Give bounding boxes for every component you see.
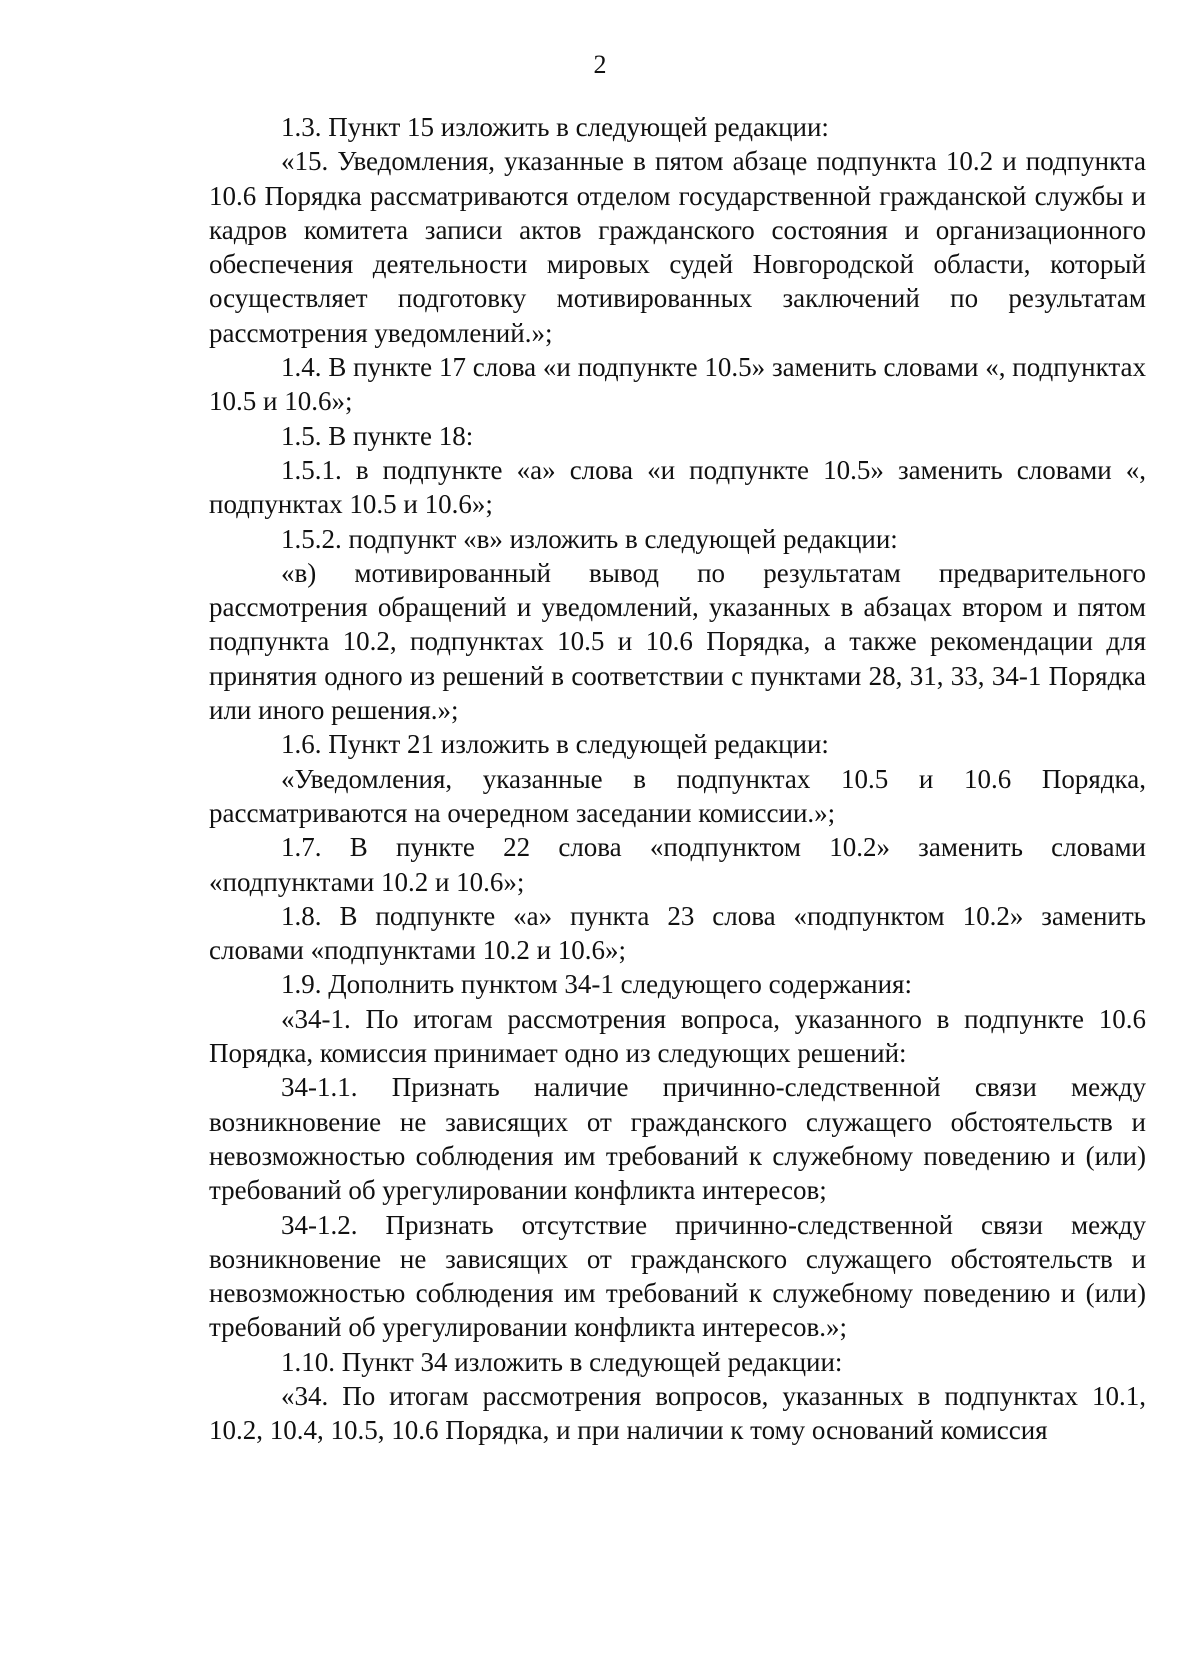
paragraph-point-34-1-text: «34-1. По итогам рассмотрения вопроса, указанного в подпункте 10.6 Порядка, комиссия принимает одно из следующих решений:: [209, 1003, 1146, 1069]
page-number: 2: [593, 50, 607, 79]
paragraph-34-1-2: 34-1.2. Признать отсутствие причинно-следственной связи между возникновение не зависящих от гражданского служащего обстоятельств и невозможностью соблюдения им требований к служебному поведению и (или) требований об урегулировании конфликта интересов.»;: [209, 1209, 1146, 1343]
paragraph-1-5: 1.5. В пункте 18:: [281, 420, 474, 451]
paragraph-subpoint-v-text: «в) мотивированный вывод по результатам предварительного рассмотрения обращений и уведомлений, указанных в абзацах втором и пятом подпункта 10.2, подпунктах 10.5 и 10.6 Порядка, а также рекомендации для принятия одного из решений в соответствии с пунктами 28, 31, 33, 34-1 Порядка или иного решения.»;: [209, 557, 1146, 726]
paragraph-1-9: 1.9. Дополнить пунктом 34-1 следующего содержания:: [281, 969, 912, 1000]
paragraph-1-5-2: 1.5.2. подпункт «в» изложить в следующей редакции:: [281, 523, 898, 554]
paragraph-point-21-text: «Уведомления, указанные в подпунктах 10.5 и 10.6 Порядка, рассматриваются на очередном заседании комиссии.»;: [209, 763, 1146, 828]
paragraph-34-1-1: 34-1.1. Признать наличие причинно-следственной связи между возникновение не зависящих от гражданского служащего обстоятельств и невозможностью соблюдения им требований к служебному поведению и (или) требований об урегулировании конфликта интересов;: [209, 1072, 1146, 1206]
paragraph-1-7: 1.7. В пункте 22 слова «подпунктом 10.2» заменить словами «подпунктами 10.2 и 10.6»;: [209, 832, 1146, 897]
paragraph-1-6: 1.6. Пункт 21 изложить в следующей редакции:: [281, 729, 829, 760]
paragraph-1-5-1: 1.5.1. в подпункте «а» слова «и подпункте 10.5» заменить словами «, подпунктах 10.5 и 10.6»;: [209, 454, 1146, 520]
paragraph-point-34-text: «34. По итогам рассмотрения вопросов, указанных в подпунктах 10.1, 10.2, 10.4, 10.5, 10.6 Порядка, и при наличии к тому оснований комиссия: [209, 1380, 1146, 1446]
paragraph-1-10: 1.10. Пункт 34 изложить в следующей редакции:: [281, 1346, 843, 1377]
paragraph-1-4: 1.4. В пункте 17 слова «и подпункте 10.5» заменить словами «, подпунктах 10.5 и 10.6»;: [209, 352, 1146, 417]
document-body: [209, 110, 1146, 1448]
paragraph-1-8: 1.8. В подпункте «а» пункта 23 слова «подпунктом 10.2» заменить словами «подпунктами 10.2 и 10.6»;: [209, 900, 1146, 966]
paragraph-point-15-text: «15. Уведомления, указанные в пятом абзаце подпункта 10.2 и подпункта 10.6 Порядка рассматриваются отделом государственной гражданской службы и кадров комитета записи актов гражданского состояния и организационного обеспечения деятельности мировых судей Новгородской области, который осуществляет подготовку мотивированных заключений по результатам рассмотрения уведомлений.»;: [209, 146, 1146, 348]
paragraph-1-3: 1.3. Пункт 15 изложить в следующей редакции:: [281, 112, 829, 142]
